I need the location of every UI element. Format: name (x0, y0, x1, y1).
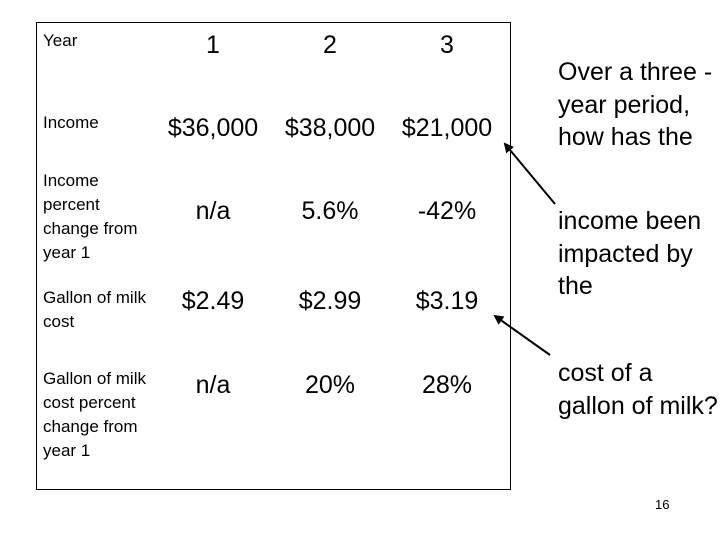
cell-milk-cost-3: $3.19 (415, 287, 479, 315)
row-label-milk-change: Gallon of milk cost percent change from year 1 (43, 369, 146, 460)
cell-milk-change-3: 28% (421, 371, 473, 399)
cell-income-change-3: -42% (417, 197, 477, 225)
cell-income-change-1: n/a (195, 197, 231, 225)
cell-milk-change-2: 20% (304, 371, 356, 399)
row-label-income: Income (43, 113, 99, 132)
cell-milk-cost-2: $2.99 (298, 287, 362, 315)
cell-income-3: $21,000 (401, 114, 493, 142)
question-text-part3: cost of a gallon of milk? (558, 359, 718, 420)
page-number: 16 (655, 497, 670, 512)
arrow-to-income (505, 144, 555, 204)
cell-year-3: 3 (440, 31, 454, 59)
row-label-milk-cost: Gallon of milk cost (43, 288, 146, 331)
cell-milk-cost-1: $2.49 (181, 287, 245, 315)
cell-milk-change-1: n/a (195, 371, 231, 399)
row-label-year: Year (43, 31, 78, 50)
question-text-part2: income been impacted by the (558, 207, 702, 300)
cell-income-2: $38,000 (284, 114, 376, 142)
question-text-part1: Over a three -year period, how has the (558, 58, 713, 151)
cell-income-change-2: 5.6% (301, 197, 359, 225)
row-label-income-change: Income percent change from year 1 (43, 171, 138, 262)
cell-year-1: 1 (206, 31, 220, 59)
arrow-to-milk-cost (495, 316, 550, 355)
cell-year-2: 2 (323, 31, 337, 59)
cell-income-1: $36,000 (167, 114, 259, 142)
